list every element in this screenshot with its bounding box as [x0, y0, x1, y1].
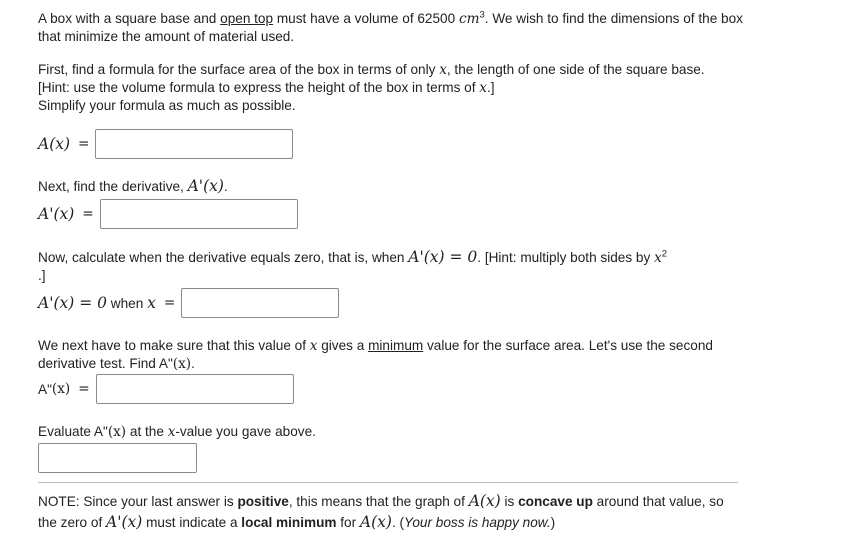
boss-text: Your boss is happy now.: [404, 515, 551, 530]
part1-simplify: Simplify your formula as much as possible.: [38, 98, 296, 113]
equals-sign: =: [82, 205, 94, 222]
note-text: NOTE: Since your last answer is: [38, 494, 238, 509]
part2-text: Next, find the derivative,: [38, 179, 188, 194]
part5-text: Evaluate A": [38, 424, 108, 439]
part2-instructions: [38, 178, 748, 195]
part3-text: Now, calculate when the derivative equals zero, that is, when: [38, 250, 409, 265]
part2-math: A'(x): [187, 177, 224, 195]
part3-instructions: [38, 249, 748, 284]
note-text-4: around that value, so the zero of: [38, 494, 724, 530]
part5-math: (x): [107, 424, 127, 440]
intro-text: A box with a square base and: [38, 11, 221, 26]
note-math-2: A'(x): [106, 513, 143, 531]
part5-text-3: -value you gave above.: [175, 424, 316, 439]
derivative-label: A'(x): [38, 204, 75, 223]
note-text-7: . (: [391, 515, 405, 530]
note-text-5: must indicate a: [142, 515, 242, 530]
part1-hint-var: x: [479, 80, 487, 96]
open-top-text: open top: [220, 11, 274, 26]
unit-exponent: 3: [479, 9, 485, 21]
second-derivative-input[interactable]: [96, 374, 294, 404]
part3-hint-exp: 2: [661, 248, 668, 260]
part1-var-x: x: [439, 62, 447, 78]
derivative-input[interactable]: [100, 199, 298, 229]
note-text-3: is: [500, 494, 519, 509]
note-text-2: , this means that the graph of: [288, 494, 469, 509]
part2-answer-row: [38, 199, 298, 229]
part4-text-3: value for the surface area. Let's use the second derivative test. Find A": [38, 338, 713, 371]
note-text-end: ): [550, 515, 556, 530]
intro-text-2: must have a volume of 62500: [273, 11, 459, 26]
critical-point-input[interactable]: [181, 288, 339, 318]
intro-paragraph: [38, 10, 748, 45]
second-derivative-label-arg: (x): [51, 380, 71, 397]
positive-text: positive: [237, 494, 289, 509]
critical-point-label: A'(x) = 0: [38, 293, 107, 312]
minimum-text: minimum: [368, 338, 424, 353]
part4-text-2: gives a: [317, 338, 369, 353]
part1-instructions: [38, 61, 748, 114]
local-minimum-text: local minimum: [241, 515, 337, 530]
divider: [38, 482, 738, 483]
note-paragraph: [38, 491, 738, 533]
equals-sign: =: [78, 380, 90, 397]
part3-text-2: . [Hint: multiply both sides by: [477, 250, 655, 265]
part5-var-x: x: [167, 424, 176, 440]
part4-text: We next have to make sure that this value of: [38, 338, 310, 353]
part4-instructions: [38, 337, 748, 373]
part4-var-x: x: [309, 338, 318, 354]
part3-hint-var: x: [654, 250, 662, 266]
second-derivative-label: A": [38, 381, 52, 397]
equals-sign: =: [78, 135, 90, 152]
when-text: when: [107, 295, 148, 311]
part2-end: .: [223, 179, 228, 194]
part5-answer-row: [38, 443, 197, 473]
second-derivative-value-input[interactable]: [38, 443, 197, 473]
critical-var-x: x: [147, 293, 156, 312]
part3-math: A'(x) = 0: [408, 248, 478, 266]
part4-math: (x): [172, 356, 192, 372]
intro-text-3: . We wish to find the dimensions of the box that minimize the amount of material used.: [38, 11, 743, 44]
part5-instructions: [38, 423, 748, 441]
part1-text: First, find a formula for the surface area of the box in terms of only: [38, 62, 440, 77]
note-text-6: for: [336, 515, 360, 530]
equals-sign: =: [163, 294, 176, 311]
area-formula-input[interactable]: [95, 129, 293, 159]
part3-hint-end: .]: [38, 268, 46, 283]
note-math-3: A(x): [359, 513, 392, 531]
part4-end: .: [191, 356, 195, 371]
part3-answer-row: [38, 288, 339, 318]
part4-answer-row: [38, 374, 294, 404]
unit-cm: cm: [458, 11, 480, 27]
note-math-1: A(x): [468, 492, 501, 510]
part1-hint-end: .]: [486, 80, 495, 95]
part1-text-2: , the length of one side of the square base.: [446, 62, 705, 77]
concave-up-text: concave up: [518, 494, 593, 509]
part1-hint: [Hint: use the volume formula to express the height of the box in terms of: [38, 80, 480, 95]
part1-answer-row: [38, 129, 293, 159]
area-label: A(x): [38, 134, 71, 153]
part5-text-2: at the: [126, 424, 168, 439]
